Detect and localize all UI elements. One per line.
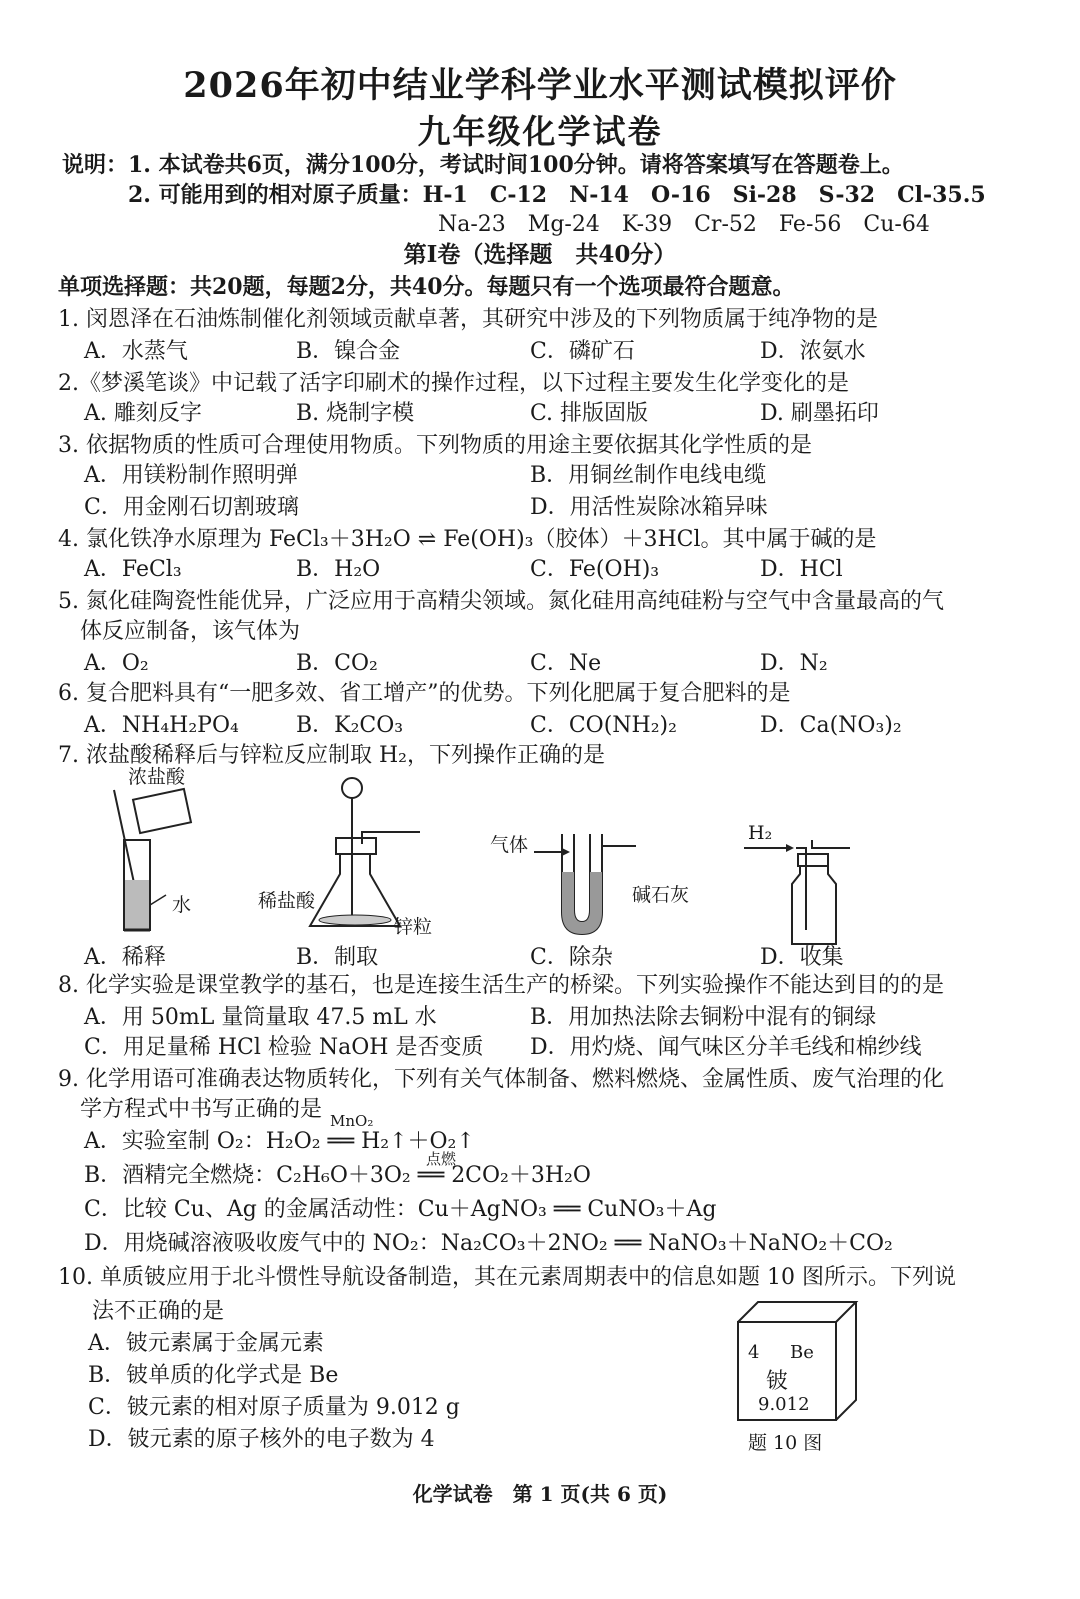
question-9-option-d: D．用烧碱溶液吸收废气中的 NO₂：Na₂CO₃＋2NO₂ ══ NaNO₃＋NaNO₂＋CO₂ bbox=[84, 1231, 893, 1256]
question-4-option-c: C．Fe(OH)₃ bbox=[530, 557, 660, 582]
question-7-option-b: B．制取 bbox=[296, 945, 379, 970]
question-3-option-b: B．用铜丝制作电线电缆 bbox=[530, 463, 767, 488]
question-2-stem: 2.《梦溪笔谈》中记载了活字印刷术的操作过程，以下过程主要发生化学变化的是 bbox=[58, 371, 849, 396]
question-1-option-d: D．浓氨水 bbox=[760, 339, 866, 364]
question-7-stem: 7. 浓盐酸稀释后与锌粒反应制取 H₂，下列操作正确的是 bbox=[58, 743, 605, 768]
label-conc-hcl: 浓盐酸 bbox=[128, 766, 186, 788]
question-6-stem: 6. 复合肥料具有“一肥多效、省工增产”的优势。下列化肥属于复合肥料的是 bbox=[58, 681, 791, 706]
question-10-option-a: A．铍元素属于金属元素 bbox=[88, 1331, 324, 1356]
question-4-option-d: D．HCl bbox=[760, 557, 843, 582]
section-title: 第Ⅰ卷（选择题 共40分） bbox=[403, 241, 677, 268]
label-zinc: 锌粒 bbox=[394, 916, 433, 938]
question-2-option-b: B. 烧制字模 bbox=[296, 401, 415, 426]
question-8-option-b: B．用加热法除去铜粉中混有的铜绿 bbox=[530, 1005, 877, 1030]
question-6-option-d: D．Ca(NO₃)₂ bbox=[760, 713, 902, 738]
question-10-option-c: C．铍元素的相对原子质量为 9.012 g bbox=[88, 1395, 460, 1420]
question-5-stem-2: 体反应制备，该气体为 bbox=[80, 619, 301, 644]
exam-subtitle: 九年级化学试卷 bbox=[417, 112, 663, 151]
section-instructions: 单项选择题：共20题，每题2分，共40分。每题只有一个选项最符合题意。 bbox=[58, 274, 795, 300]
question-10-option-b: B．铍单质的化学式是 Be bbox=[88, 1363, 339, 1388]
question-1-option-a: A．水蒸气 bbox=[84, 339, 188, 364]
question-5-option-a: A．O₂ bbox=[84, 651, 149, 676]
question-5-stem: 5. 氮化硅陶瓷性能优异，广泛应用于高精尖领域。氮化硅用高纯硅粉与空气中含量最高的气 bbox=[58, 589, 944, 614]
figure-10-caption: 题 10 图 bbox=[748, 1432, 823, 1454]
question-10-stem: 10. 单质铍应用于北斗惯性导航设备制造，其在元素周期表中的信息如题 10 图所示。下列说 bbox=[58, 1265, 956, 1290]
figure-a-dilution-diagram bbox=[100, 780, 220, 940]
question-10-stem-2: 法不正确的是 bbox=[92, 1299, 225, 1324]
question-4-option-a: A．FeCl₃ bbox=[84, 557, 182, 582]
figure-c-u-tube-diagram bbox=[490, 822, 650, 942]
question-2-option-d: D. 刷墨拓印 bbox=[760, 401, 879, 426]
question-9-option-c: C．比较 Cu、Ag 的金属活动性：Cu＋AgNO₃ ══ CuNO₃＋Ag bbox=[84, 1197, 717, 1222]
element-mass: 9.012 bbox=[758, 1394, 810, 1415]
condition-mno2: MnO₂ bbox=[330, 1112, 374, 1130]
question-3-option-c: C．用金刚石切割玻璃 bbox=[84, 495, 299, 520]
condition-ignite: 点燃 bbox=[426, 1150, 457, 1168]
question-9-stem-2: 学方程式中书写正确的是 bbox=[80, 1097, 323, 1122]
instruction-line-3: Na-23 Mg-24 K-39 Cr-52 Fe-56 Cu-64 bbox=[438, 212, 930, 237]
question-1-option-c: C．磷矿石 bbox=[530, 339, 635, 364]
instruction-line-1: 说明：1. 本试卷共6页，满分100分，考试时间100分钟。请将答案填写在答题卷上。 bbox=[62, 152, 904, 178]
question-1-stem: 1. 闵恩泽在石油炼制催化剂领域贡献卓著，其研究中涉及的下列物质属于纯净物的是 bbox=[58, 307, 878, 332]
question-6-option-b: B．K₂CO₃ bbox=[296, 713, 404, 738]
element-atomic-number: 4 bbox=[748, 1342, 760, 1363]
label-dilute-hcl: 稀盐酸 bbox=[258, 890, 316, 912]
exam-title: 2026年初中结业学科学业水平测试模拟评价 bbox=[183, 65, 897, 106]
question-2-option-a: A. 雕刻反字 bbox=[84, 401, 202, 426]
element-name: 铍 bbox=[766, 1369, 789, 1394]
question-5-option-b: B．CO₂ bbox=[296, 651, 378, 676]
label-soda-lime: 碱石灰 bbox=[632, 884, 690, 906]
question-6-option-a: A．NH₄H₂PO₄ bbox=[84, 713, 239, 738]
question-8-option-c: C．用足量稀 HCl 检验 NaOH 是否变质 bbox=[84, 1035, 484, 1060]
question-1-option-b: B．镍合金 bbox=[296, 339, 401, 364]
question-8-option-d: D．用灼烧、闻气味区分羊毛线和棉纱线 bbox=[530, 1035, 922, 1060]
instruction-line-2: 2. 可能用到的相对原子质量：H-1 C-12 N-14 O-16 Si-28 S-32 Cl-35.5 bbox=[128, 182, 986, 208]
question-7-option-c: C．除杂 bbox=[530, 945, 613, 970]
question-5-option-c: C．Ne bbox=[530, 651, 602, 676]
question-8-stem: 8. 化学实验是课堂教学的基石，也是连接生活生产的桥梁。下列实验操作不能达到目的的是 bbox=[58, 973, 944, 998]
question-6-option-c: C．CO(NH₂)₂ bbox=[530, 713, 677, 738]
question-4-option-b: B．H₂O bbox=[296, 557, 381, 582]
element-symbol: Be bbox=[790, 1342, 814, 1363]
question-3-option-a: A．用镁粉制作照明弹 bbox=[84, 463, 298, 488]
label-gas: 气体 bbox=[490, 834, 529, 856]
question-10-option-d: D．铍元素的原子核外的电子数为 4 bbox=[88, 1427, 435, 1452]
question-5-option-d: D．N₂ bbox=[760, 651, 828, 676]
question-3-option-d: D．用活性炭除冰箱异味 bbox=[530, 495, 768, 520]
page-footer: 化学试卷 第 1 页(共 6 页) bbox=[412, 1482, 668, 1506]
question-3-stem: 3. 依据物质的性质可合理使用物质。下列物质的用途主要依据其化学性质的是 bbox=[58, 433, 812, 458]
question-7-option-d: D．收集 bbox=[760, 945, 844, 970]
question-9-option-b: B．酒精完全燃烧：C₂H₆O＋3O₂ ══ 2CO₂＋3H₂O bbox=[84, 1163, 591, 1188]
figure-d-collection-bottle-diagram bbox=[740, 840, 890, 950]
label-water: 水 bbox=[172, 894, 192, 916]
question-2-option-c: C. 排版固版 bbox=[530, 401, 649, 426]
figure-b-flask-diagram bbox=[300, 778, 460, 938]
question-9-option-a: A．实验室制 O₂：H₂O₂ ══ H₂↑＋O₂↑ bbox=[84, 1129, 475, 1154]
question-4-stem: 4. 氯化铁净水原理为 FeCl₃＋3H₂O ⇌ Fe(OH)₃（胶体）＋3HCl。其中属于碱的是 bbox=[58, 527, 877, 552]
label-h2: H₂ bbox=[748, 822, 773, 844]
question-9-stem: 9. 化学用语可准确表达物质转化，下列有关气体制备、燃料燃烧、金属性质、废气治理的化 bbox=[58, 1067, 944, 1092]
question-7-option-a: A．稀释 bbox=[84, 945, 166, 970]
question-8-option-a: A．用 50mL 量筒量取 47.5 mL 水 bbox=[84, 1005, 437, 1030]
